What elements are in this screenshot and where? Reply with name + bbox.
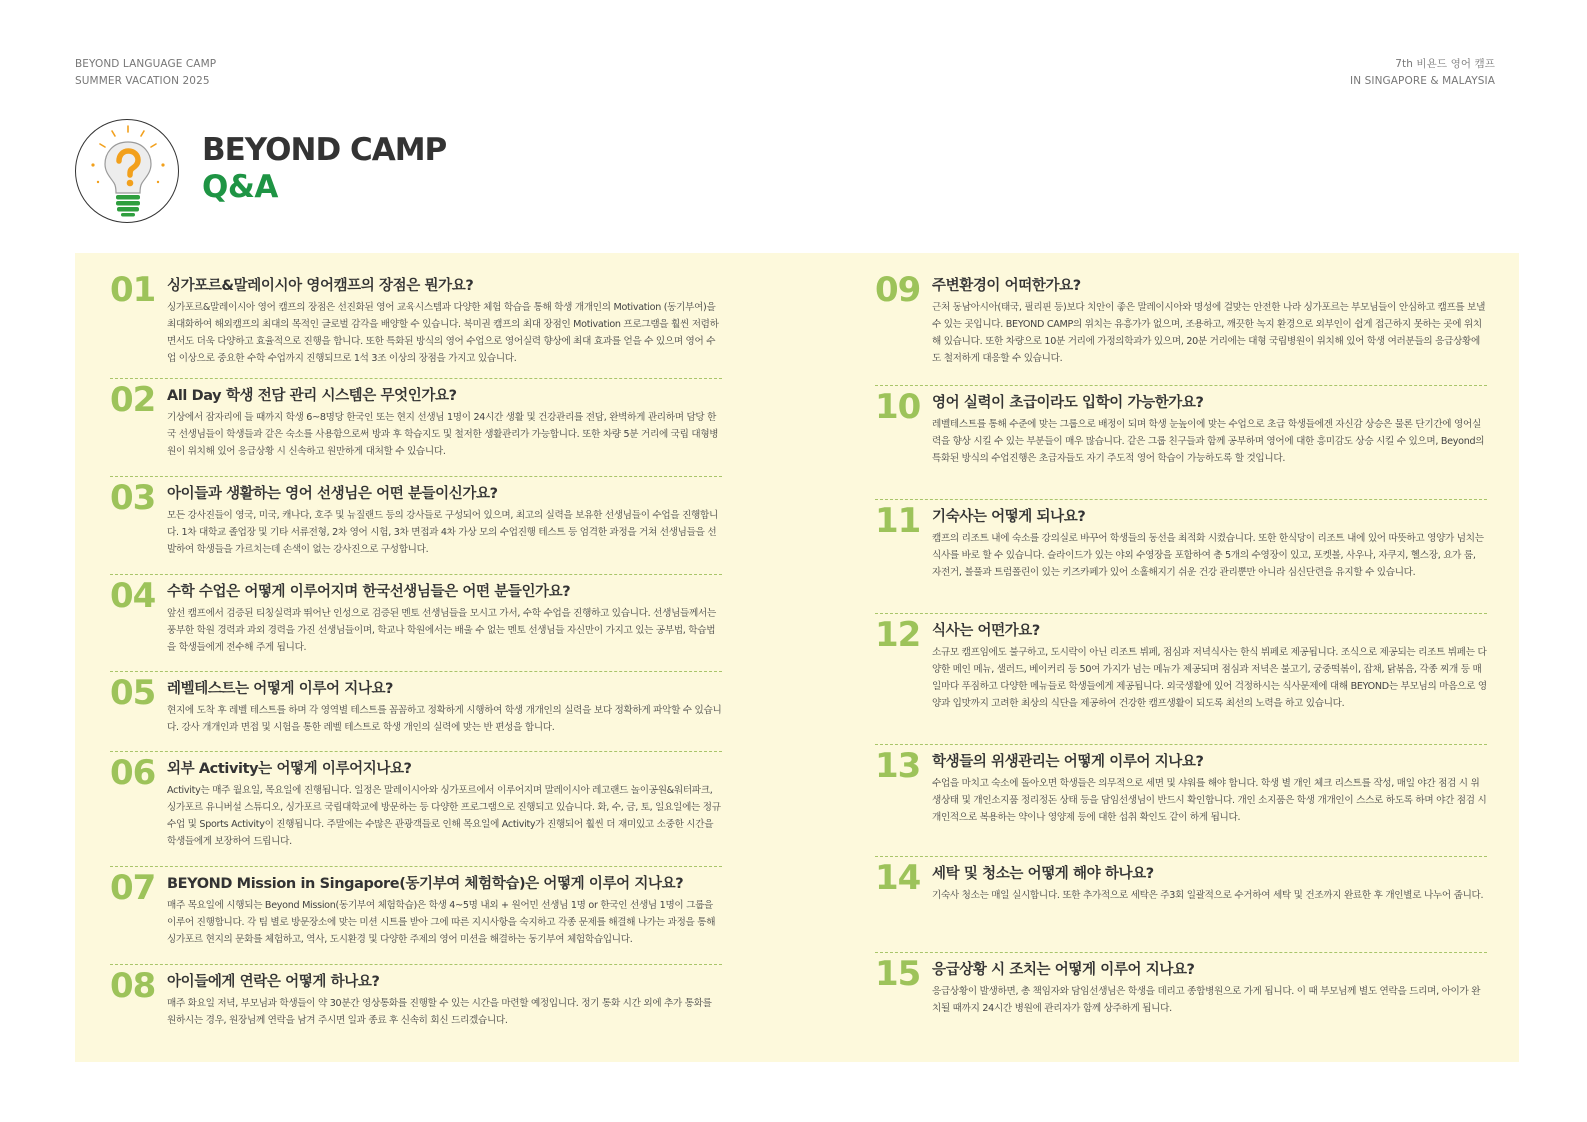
qa-answer: 모든 강사진들이 영국, 미국, 캐나다, 호주 및 뉴질랜드 등의 강사들로 구성되어 있으며, 최고의 실력을 보유한 선생님들이 수업을 진행합니다. 1차 대학교 졸업장 및 기타 서류전형, 2차 영어 시험, 3차 면접과 4차 가상 모의 수업진행 테스트 등 엄격한 과정을 거쳐 선생님들을 선발하여 학생들을 가르치는데 손색이 없는 강사진으로 구성합니다. (167, 510, 718, 555)
qa-item (875, 386, 1487, 500)
qa-number: 08 (110, 966, 156, 1006)
qa-question: 레벨테스트는 어떻게 이루어 지나요? (167, 681, 394, 697)
qa-question: 외부 Activity는 어떻게 이루어지나요? (167, 761, 412, 777)
qa-item (875, 500, 1487, 614)
qa-question: 식사는 어떤가요? (932, 623, 1040, 639)
qa-question: 기숙사는 어떻게 되나요? (932, 509, 1086, 525)
qa-number: 06 (110, 753, 156, 793)
qa-answer: 레벨테스트를 통해 수준에 맞는 그룹으로 배정이 되며 학생 눈높이에 맞는 수업으로 초급 학생들에겐 자신감 상승은 물론 단기간에 영어실력을 향상 시킬 수 있는 부분들이 매우 많습니다. 같은 그룹 친구들과 함께 공부하며 영어에 대한 흥미감도 상승 시킬 수 있으며, Beyond의 특화된 방식의 수업진행은 초급자들도 자기 주도적 영어 학습이 가능하도록 할 것입니다. (932, 419, 1485, 464)
qa-answer: 매주 목요일에 시행되는 Beyond Mission(동기부여 체험학습)은 학생 4~5명 내외 + 원어민 선생님 1명 or 한국인 선생님 1명이 그룹을 이루어 진행합니다. 각 팀 별로 방문장소에 맞는 미션 시트를 받아 그에 따른 지시사항을 숙지하고 각종 문제를 해결해 나가는 과정을 통해 싱가포르 현지의 문화를 체험하고, 역사, 도시환경 및 다양한 주제의 영어 미션을 해결하는 동기부여 체험학습입니다. (167, 900, 716, 945)
qa-item (110, 379, 722, 477)
qa-number: 14 (875, 858, 921, 898)
qa-number: 02 (110, 380, 156, 420)
title-sub: Q&A (202, 169, 278, 205)
qa-answer: 응급상황이 발생하면, 총 책임자와 담임선생님은 학생을 데리고 종합병원으로 가게 됩니다. 이 때 부모님께 별도 연락을 드리며, 아이가 완치될 때까지 24시간 병원에 관리자가 함께 상주하게 됩니다. (932, 986, 1481, 1014)
qa-answer: 근처 동남아시아(태국, 필리핀 등)보다 치안이 좋은 말레이시아와 명성에 걸맞는 안전한 나라 싱가포르는 부모님들이 안심하고 캠프를 보낼 수 있는 곳입니다. BEYOND CAMP의 위치는 유흥가가 없으며, 조용하고, 깨끗한 녹지 환경으로 외부인이 쉽게 접근하지 못하는 곳에 위치해 있습니다. 또한 차량으로 10분 거리에 가정의학과가 있으며, 20분 거리에는 대형 국립병원이 위치해 있어 학생 여러분들의 응급상황에도 철저하게 대응할 수 있습니다. (932, 302, 1486, 364)
qa-answer: 앞선 캠프에서 검증된 티칭실력과 뛰어난 인성으로 검증된 멘토 선생님들을 모시고 가서, 수학 수업을 진행하고 있습니다. 선생님들께서는 풍부한 학원 경력과 과외 경력을 가진 선생님들이며, 학교나 학원에서는 배울 수 없는 멘토 선생님들 자신만이 가지고 있는 공부법, 학습법을 학생들에게 전수해 주게 됩니다. (167, 608, 716, 653)
qa-number: 03 (110, 478, 156, 518)
qa-answer: 매주 화요일 저녁, 부모님과 학생들이 약 30분간 영상통화를 진행할 수 있는 시간을 마련할 예정입니다. 정기 통화 시간 외에 추가 통화를 원하시는 경우, 원장님께 연락을 남겨 주시면 일과 종료 후 신속히 회신 드리겠습니다. (167, 998, 712, 1026)
qa-column-right (875, 269, 1487, 1037)
lightbulb-question-icon (75, 119, 179, 223)
header-edition: 7th 비욘드 영어 캠프 (1395, 58, 1495, 70)
qa-item (875, 857, 1487, 953)
qa-item (110, 269, 722, 379)
page-title (202, 132, 446, 206)
qa-answer: 싱가포르&말레이시아 영어 캠프의 장점은 선진화된 영어 교육시스템과 다양한 체험 학습을 통해 학생 개개인의 Motivation (동기부여)을 최대화하여 해외캠프의 최대의 목적인 글로벌 감각을 배양할 수 있습니다. 북미권 캠프의 최대 장점인 Motivation 프로그램을 훨씬 저렴하면서도 더욱 다양하고 효율적으로 진행을 합니다. 또한 특화된 방식의 영어 수업으로 영어실력 향상에 최대 효과를 얻을 수 있으며 영어 수업 이상으로 중요한 수학 수업까지 진행되므로 1석 3조 이상의 장점을 가지고 있습니다. (167, 302, 719, 364)
qa-question: All Day 학생 전담 관리 시스템은 무엇인가요? (167, 388, 457, 404)
qa-question: 학생들의 위생관리는 어떻게 이루어 지나요? (932, 754, 1204, 770)
header-right (1350, 56, 1495, 90)
title-main: BEYOND CAMP (202, 132, 447, 168)
qa-question: 아이들과 생활하는 영어 선생님은 어떤 분들이신가요? (167, 486, 498, 502)
qa-number: 09 (875, 270, 921, 310)
qa-question: 싱가포르&말레이시아 영어캠프의 장점은 뭔가요? (167, 278, 474, 294)
qa-answer: Activity는 매주 월요일, 목요일에 진행됩니다. 일정은 말레이시아와 싱가포르에서 이루어지며 말레이시아 레고랜드 놀이공원&워터파크, 싱가포르 유니버설 스튜디오, 싱가포르 국립대학교에 방문하는 등 다양한 프로그램으로 진행되고 있습니다. 화, 수, 금, 토, 일요일에는 정규수업 및 Sports Activity이 진행됩니다. 주말에는 수많은 관광객들로 인해 목요일에 Activity가 진행되어 훨씬 더 재미있고 소중한 시간을 학생들에게 보장하여 드립니다. (167, 785, 721, 847)
qa-item (110, 672, 722, 752)
qa-number: 01 (110, 270, 156, 310)
qa-question: 아이들에게 연락은 어떻게 하나요? (167, 974, 380, 990)
header-location: IN SINGAPORE & MALAYSIA (1350, 75, 1495, 87)
qa-answer: 현지에 도착 후 레벨 테스트를 하며 각 영역별 테스트를 꼼꼼하고 정확하게 시행하여 학생 개개인의 실력을 보다 정확하게 파악할 수 있습니다. 강사 개개인과 면접 및 시험을 통한 레벨 테스트로 학생 개인의 실력에 맞는 반 편성을 합니다. (167, 705, 722, 733)
qa-number: 11 (875, 501, 921, 541)
qa-item (110, 477, 722, 575)
qa-answer: 소규모 캠프임에도 불구하고, 도시락이 아닌 리조트 뷔페, 점심과 저녁식사는 한식 뷔페로 제공됩니다. 조식으로 제공되는 리조트 뷔페는 다양한 메인 메뉴, 샐러드, 베이커리 등 50여 가지가 넘는 메뉴가 제공되며 점심과 저녁은 불고기, 궁중떡볶이, 잡채, 닭볶음, 각종 찌개 등 매일마다 푸짐하고 다양한 메뉴들로 학생들에게 제공됩니다. 외국생활에 있어 걱정하시는 식사문제에 대해 BEYOND는 부모님의 마음으로 영양과 입맛까지 고려한 최상의 식단을 제공하여 건강한 캠프생활이 되도록 최선의 노력을 하고 있습니다. (932, 647, 1487, 709)
qa-question: BEYOND Mission in Singapore(동기부여 체험학습)은 어떻게 이루어 지나요? (167, 876, 684, 892)
qa-answer: 수업을 마치고 숙소에 돌아오면 학생들은 의무적으로 세면 및 샤워를 해야 합니다. 학생 별 개인 체크 리스트를 작성, 매일 야간 점검 시 위생상태 및 개인소지품 정리정돈 상태 등을 담임선생님이 반드시 확인합니다. 개인 소지품은 학생 개개인이 스스로 하도록 하며 야간 점검 시 개인적으로 복용하는 약이나 영양제 등에 대한 섭취 확인도 같이 하게 됩니다. (932, 778, 1487, 823)
qa-number: 12 (875, 615, 921, 655)
qa-panel (75, 253, 1519, 1062)
header-season: SUMMER VACATION 2025 (75, 75, 210, 87)
qa-item (110, 575, 722, 672)
qa-question: 주변환경이 어떠한가요? (932, 278, 1081, 294)
qa-answer: 기숙사 청소는 매일 실시합니다. 또한 추가적으로 세탁은 주3회 일괄적으로 수거하여 세탁 및 건조까지 완료한 후 개인별로 나누어 줍니다. (932, 890, 1484, 901)
qa-number: 07 (110, 868, 156, 908)
qa-column-left (110, 269, 722, 1045)
qa-answer: 캠프의 리조트 내에 숙소를 강의실로 바꾸어 학생들의 동선을 최적화 시켰습니다. 또한 한식당이 리조트 내에 있어 따뜻하고 영양가 넘치는 식사를 바로 할 수 있습니다. 슬라이드가 있는 야외 수영장을 포함하여 총 5개의 수영장이 있고, 포켓볼, 사우나, 자쿠지, 헬스장, 요가 룸, 자전거, 볼풀과 트럼폴린이 있는 키즈카페가 있어 소홀해지기 쉬운 건강 관리뿐만 아니라 심신단련을 유지할 수 있습니다. (932, 533, 1484, 578)
qa-item (875, 745, 1487, 857)
qa-number: 10 (875, 387, 921, 427)
qa-question: 영어 실력이 초급이라도 입학이 가능한가요? (932, 395, 1204, 411)
qa-question: 수학 수업은 어떻게 이루어지며 한국선생님들은 어떤 분들인가요? (167, 584, 571, 600)
qa-number: 13 (875, 746, 921, 786)
qa-item (875, 614, 1487, 745)
qa-answer: 기상에서 잠자리에 들 때까지 학생 6~8명당 한국인 또는 현지 선생님 1명이 24시간 생활 및 건강관리를 전담, 완벽하게 관리하며 담당 한국 선생님들이 학생들과 같은 숙소를 사용함으로써 방과 후 학습지도 및 철저한 생활관리가 가능합니다. 또한 차량 5분 거리에 국립 대형병원이 위치해 있어 응급상황 시 신속하고 원만하게 대처할 수 있습니다. (167, 412, 719, 457)
qa-item (875, 269, 1487, 386)
header-camp-name: BEYOND LANGUAGE CAMP (75, 58, 217, 70)
qa-number: 15 (875, 954, 921, 994)
qa-item (110, 965, 722, 1045)
qa-item (110, 867, 722, 965)
qa-number: 05 (110, 673, 156, 713)
qa-item (875, 953, 1487, 1037)
qa-question: 응급상황 시 조치는 어떻게 이루어 지나요? (932, 962, 1195, 978)
qa-item (110, 752, 722, 867)
qa-question: 세탁 및 청소는 어떻게 해야 하나요? (932, 866, 1154, 882)
header-left (75, 56, 216, 90)
qa-number: 04 (110, 576, 156, 616)
